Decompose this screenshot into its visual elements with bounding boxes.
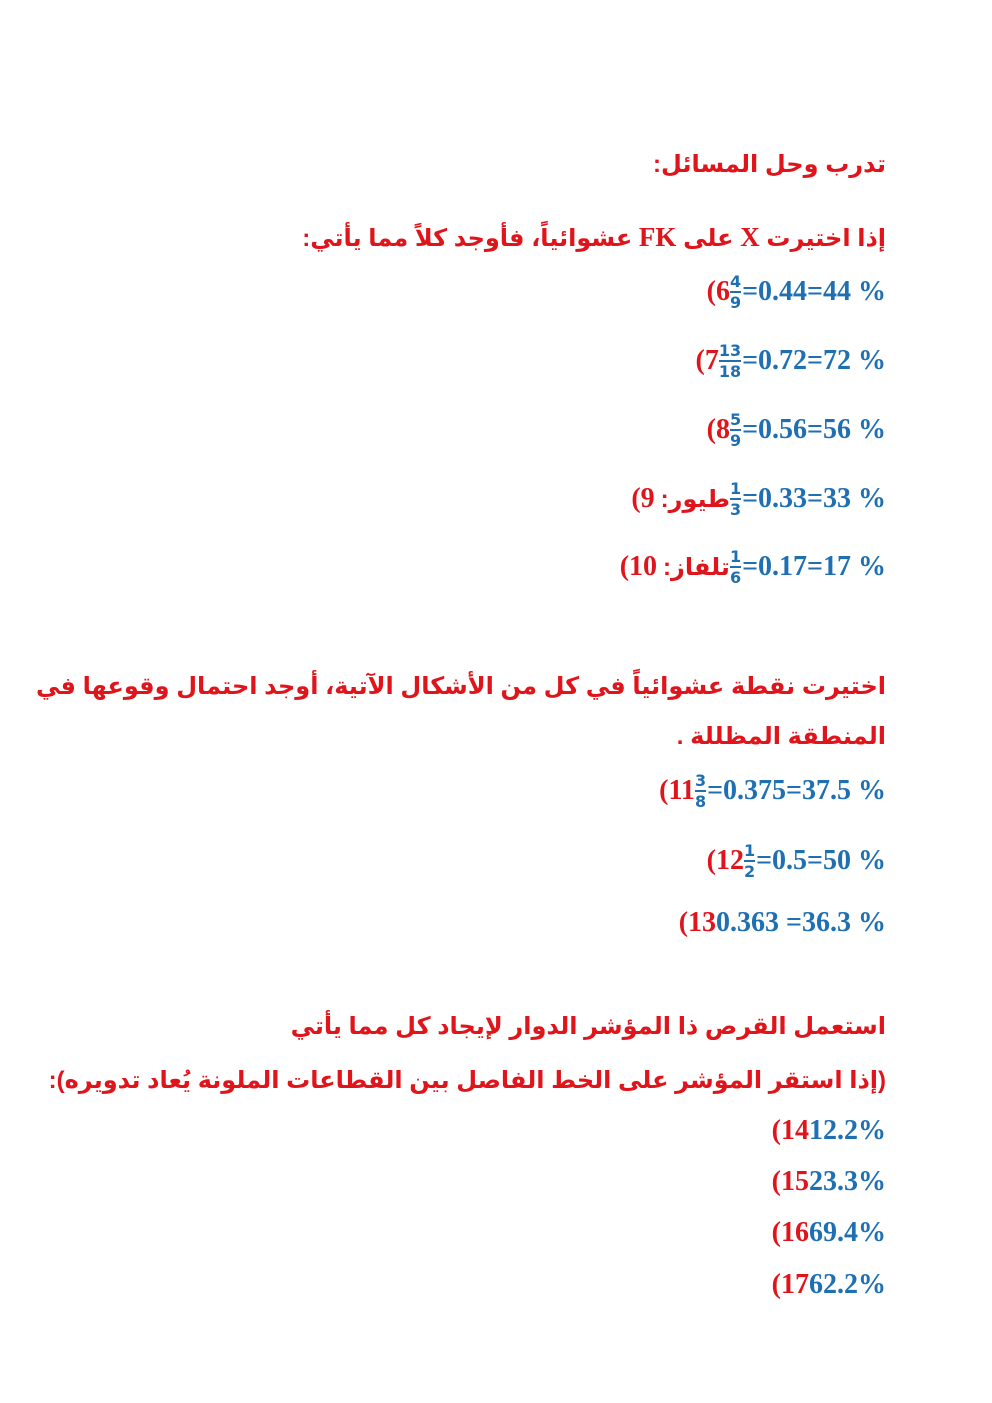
- fraction: [730, 411, 741, 449]
- answer-8: [699, 411, 886, 449]
- fraction: [744, 842, 755, 880]
- answer-number: 14): [771, 1115, 809, 1146]
- answer-7: [687, 342, 886, 380]
- answer-14: [764, 1115, 886, 1147]
- answer-16: [764, 1217, 886, 1249]
- fraction-denominator: 3: [729, 500, 742, 519]
- answer-13: [671, 907, 886, 939]
- section1-title: تدرب وحل المسائل:: [653, 151, 886, 178]
- section1-instruction: [302, 222, 886, 253]
- section3-instruction-line1: استعمل القرص ذا المؤشر الدوار لإيجاد كل مما يأتي: [290, 1013, 886, 1040]
- answer-decimal: 0.363 =36.3 %: [716, 907, 886, 938]
- answer-number: 7): [695, 345, 719, 376]
- answer-value: 23.3%: [809, 1166, 886, 1197]
- answer-decimal: =0.17=17 %: [742, 551, 886, 582]
- fraction-denominator: 9: [729, 431, 742, 450]
- fraction-denominator: 9: [729, 293, 742, 312]
- fraction: [695, 772, 706, 810]
- answer-label: تلفاز:: [663, 553, 730, 581]
- answer-value: 69.4%: [809, 1217, 886, 1248]
- answer-number: 15): [771, 1166, 809, 1197]
- answer-9: [623, 480, 886, 518]
- answer-value: [719, 342, 886, 380]
- answer-10: [612, 548, 886, 586]
- answer-decimal: =0.72=72 %: [742, 345, 886, 376]
- fraction-denominator: 2: [743, 862, 756, 881]
- instruction-post: عشوائياً، فأوجد كلاً مما يأتي:: [302, 225, 633, 252]
- answer-11: [651, 772, 886, 810]
- section2-instruction-line2: المنطقة المظللة .: [676, 723, 886, 750]
- fraction: [719, 342, 741, 380]
- fraction-numerator: 13: [718, 341, 742, 360]
- answer-number: 17): [771, 1269, 809, 1300]
- answer-decimal: =0.44=44 %: [742, 276, 886, 307]
- answer-number: 12): [706, 845, 744, 876]
- answer-number: 9): [631, 483, 655, 514]
- answer-number: 13): [678, 907, 717, 938]
- answer-label: طيور:: [660, 485, 730, 513]
- answer-decimal: =0.375=37.5 %: [707, 775, 886, 806]
- fraction: [730, 548, 741, 586]
- answer-decimal: =0.33=33 %: [742, 483, 886, 514]
- answer-17: [764, 1269, 886, 1301]
- answer-value: [730, 480, 886, 518]
- fraction-numerator: 3: [694, 771, 707, 790]
- fraction-numerator: 4: [729, 272, 742, 291]
- answer-6: [699, 273, 886, 311]
- answer-12: [699, 842, 886, 880]
- answer-value: [716, 907, 886, 939]
- fraction: [730, 273, 741, 311]
- instruction-mid: على: [683, 225, 734, 252]
- fraction-denominator: 6: [729, 568, 742, 587]
- answer-15: [764, 1166, 886, 1198]
- answer-value: [730, 411, 886, 449]
- fraction-numerator: 5: [729, 410, 742, 429]
- answer-value: [730, 548, 886, 586]
- answer-value: 12.2%: [809, 1115, 886, 1146]
- fraction-denominator: 8: [694, 792, 707, 811]
- section3-instruction-line2: (إذا استقر المؤشر على الخط الفاصل بين القطاعات الملونة يُعاد تدويره):: [48, 1067, 886, 1094]
- answer-number: 10): [619, 551, 658, 582]
- answer-value: [695, 772, 886, 810]
- fraction-numerator: 1: [729, 547, 742, 566]
- answer-value: 62.2%: [809, 1269, 886, 1300]
- instruction-x: X: [740, 222, 760, 252]
- section2-instruction-line1: اختيرت نقطة عشوائياً في كل من الأشكال الآتية، أوجد احتمال وقوعها في: [35, 673, 886, 700]
- answer-value: [744, 842, 886, 880]
- answer-decimal: =0.5=50 %: [756, 845, 886, 876]
- fraction: [730, 480, 741, 518]
- answer-value: [730, 273, 886, 311]
- answer-number: 6): [706, 276, 730, 307]
- answer-decimal: =0.56=56 %: [742, 414, 886, 445]
- answer-number: 8): [706, 414, 730, 445]
- answer-number: 16): [771, 1217, 809, 1248]
- fraction-numerator: 1: [743, 841, 756, 860]
- instruction-fk: FK: [638, 222, 677, 252]
- instruction-pre: إذا اختيرت: [766, 225, 886, 252]
- fraction-numerator: 1: [729, 479, 742, 498]
- fraction-denominator: 18: [718, 362, 742, 381]
- answer-number: 11): [659, 775, 695, 806]
